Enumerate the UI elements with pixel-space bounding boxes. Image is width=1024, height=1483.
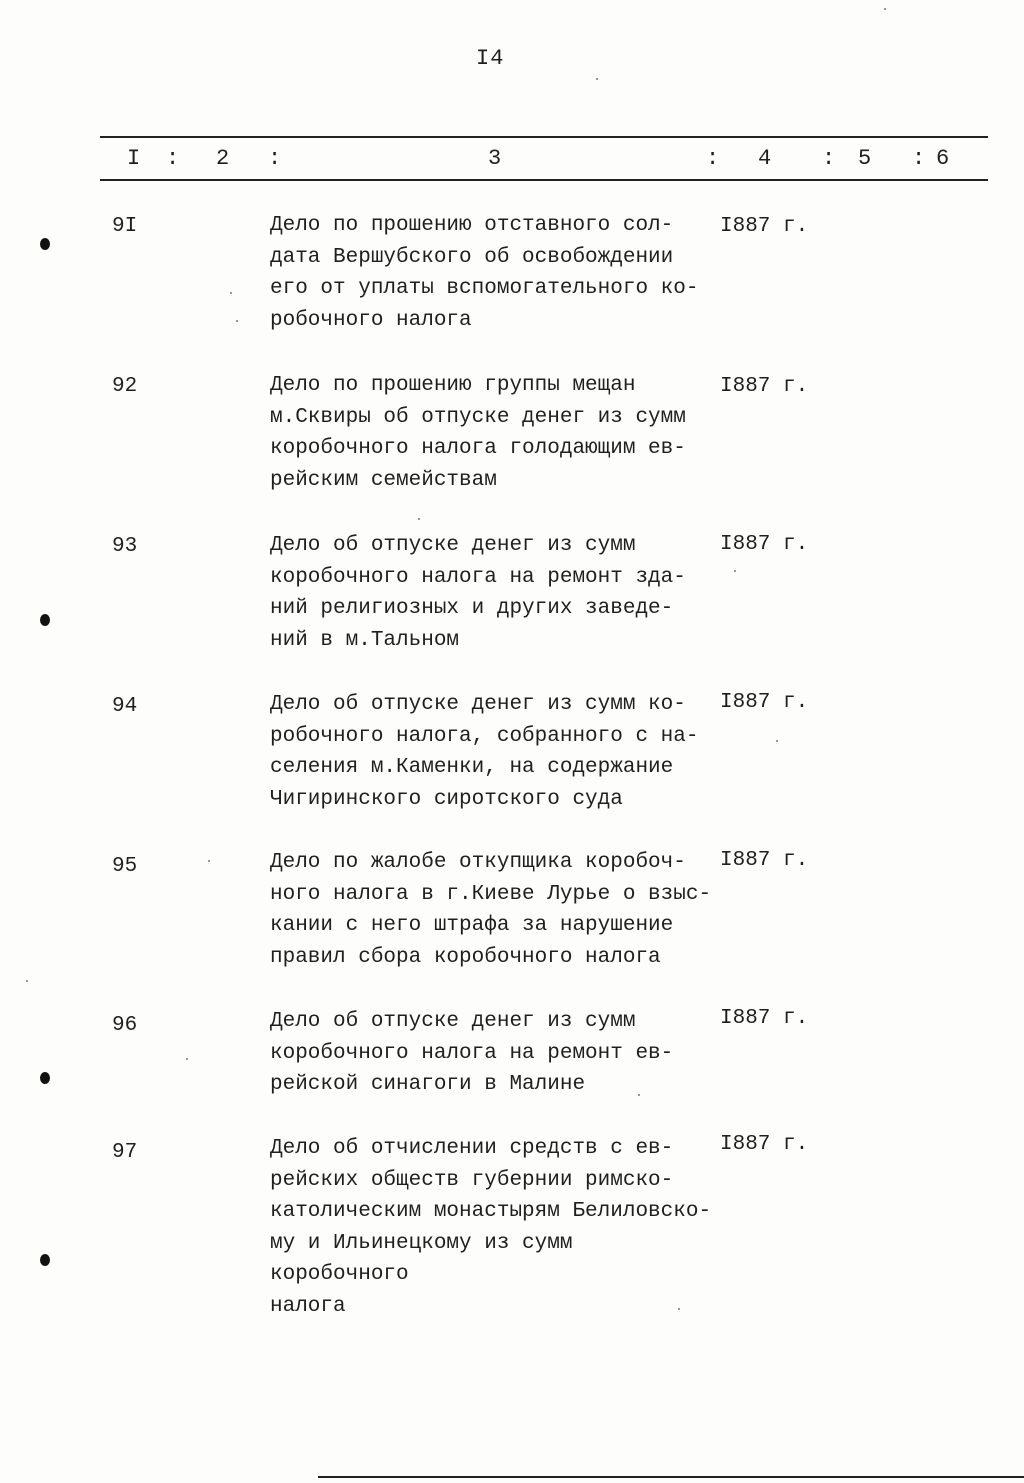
row-date: I887 г. [720, 215, 809, 238]
header-bottom-rule [100, 179, 988, 181]
header-col-4: 4 [758, 146, 772, 171]
scan-speck [418, 518, 420, 520]
scan-speck [638, 1094, 640, 1096]
row-date: I887 г. [720, 1007, 809, 1030]
row-description: Дело по прошению группы мещан м.Сквиры об отпуске денег из сумм коробочного налога голодающим ев- рейским семействам [270, 374, 686, 492]
scan-speck [776, 740, 778, 742]
scan-speck [230, 292, 232, 294]
punch-hole-mark [40, 1254, 50, 1266]
scan-speck [734, 570, 736, 572]
header-col-3: 3 [488, 146, 502, 171]
page-number: I4 [476, 46, 505, 71]
row-description: Дело об отпуске денег из сумм коробочного налога на ремонт ев- рейской синагоги в Малине [270, 1010, 674, 1096]
scan-speck [236, 320, 238, 322]
scan-speck [596, 78, 598, 80]
row-date: I887 г. [720, 849, 809, 872]
row-number: 96 [112, 1014, 138, 1037]
row-number: 97 [112, 1141, 138, 1164]
row-number: 94 [112, 695, 138, 718]
scan-speck [678, 1308, 680, 1310]
row-number: 9I [112, 215, 138, 238]
header-separator: : [166, 146, 180, 171]
punch-hole-mark [40, 614, 50, 626]
row-description: Дело по прошению отставного сол- дата Вершубского об освобождении его от уплаты вспомогательного ко- робочного налога [270, 214, 699, 332]
row-description: Дело по жалобе откупщика коробоч- ного налога в г.Киеве Лурье о взыс- кании с него штрафа за нарушение правил сбора коробочного налога [270, 851, 712, 969]
punch-hole-mark [40, 238, 50, 250]
row-number: 95 [112, 855, 138, 878]
row-number: 93 [112, 535, 138, 558]
header-col-6: 6 [936, 146, 950, 171]
row-date: I887 г. [720, 533, 809, 556]
header-separator: : [822, 146, 836, 171]
header-col-1: I [127, 146, 141, 171]
page-bottom-edge [318, 1476, 1024, 1478]
scan-speck [884, 8, 886, 10]
header-col-2: 2 [216, 146, 230, 171]
scan-speck [26, 980, 28, 982]
row-date: I887 г. [720, 1133, 809, 1156]
row-description: Дело об отпуске денег из сумм ко- робочного налога, собранного с на- селения м.Каменки, на содержание Чигиринского сиротского суда [270, 693, 699, 811]
row-date: I887 г. [720, 691, 809, 714]
header-separator: : [706, 146, 720, 171]
scan-speck [208, 860, 210, 862]
row-description: Дело об отпуске денег из сумм коробочного налога на ремонт зда- ний религиозных и других заведе- ний в м.Тальном [270, 534, 686, 652]
punch-hole-mark [40, 1072, 50, 1084]
header-top-rule [100, 136, 988, 138]
header-col-5: 5 [858, 146, 872, 171]
scan-speck [186, 1058, 188, 1060]
row-number: 92 [112, 375, 138, 398]
row-description: Дело об отчислении средств с ев- рейских обществ губернии римско- католическим монастырям Белиловско- му и Ильинецкому из сумм коробочного налога [270, 1137, 712, 1318]
header-separator: : [912, 146, 926, 171]
row-date: I887 г. [720, 375, 809, 398]
header-separator: : [268, 146, 282, 171]
